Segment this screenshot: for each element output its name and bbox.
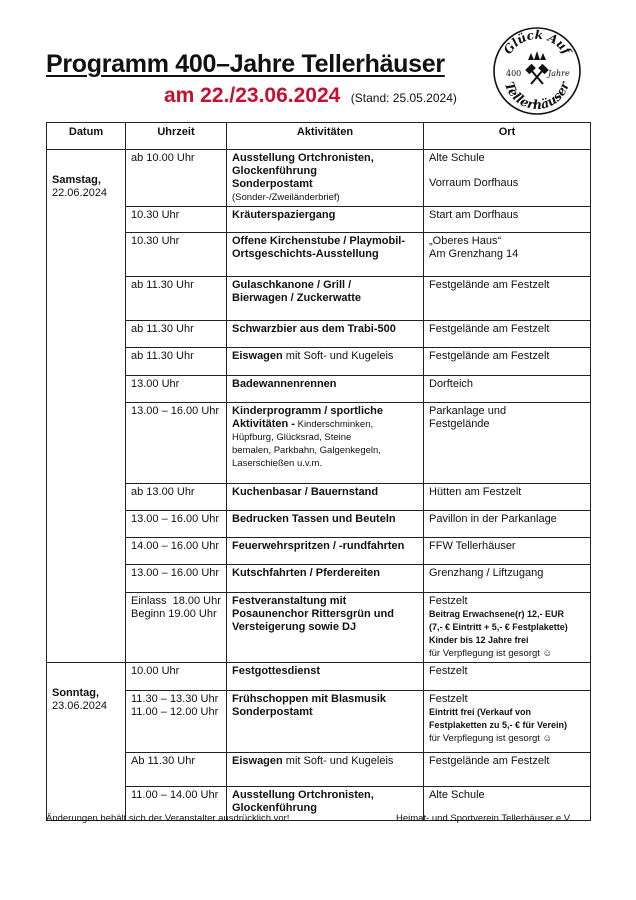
cell-line (232, 665, 418, 678)
place-text: Festzelt (429, 595, 468, 607)
activity-text: mit Soft- und Kugeleis (282, 350, 394, 362)
cell-line (232, 755, 418, 768)
place-text: Vorraum Dorfhaus (429, 177, 519, 189)
activity-text: Kräuterspaziergang (232, 209, 336, 221)
time-cell (126, 403, 227, 484)
cell-line (429, 732, 585, 745)
cell-line (232, 706, 418, 719)
day-label: Samstag, (52, 174, 101, 186)
place-cell (424, 277, 591, 321)
activity-cell (227, 538, 424, 565)
table-row (47, 511, 591, 538)
activity-text: Ausstellung Ortchronisten, (232, 789, 374, 801)
cell-line (429, 405, 585, 418)
cell-line (429, 513, 585, 526)
place-text: für Verpflegung ist gesorgt ☺ (429, 733, 553, 744)
cell-line (232, 350, 418, 363)
cell-line (232, 235, 418, 248)
time-text: ab 11.30 Uhr (131, 323, 194, 335)
cell-line (232, 378, 418, 391)
cell-line (429, 418, 585, 431)
place-text: Festgelände am Festzelt (429, 279, 550, 291)
place-cell (424, 207, 591, 233)
cell-line (232, 789, 418, 802)
cell-line (429, 177, 585, 190)
cell-line (429, 486, 585, 499)
cell-line (429, 209, 585, 222)
cell-line (429, 248, 585, 261)
place-text: (7,- € Eintritt + 5,- € Festplakette) (429, 622, 568, 632)
time-cell (126, 663, 227, 691)
cell-line (429, 152, 585, 165)
activity-text: Glockenführung (232, 802, 317, 814)
cell-line (232, 444, 418, 457)
cell-line (232, 279, 418, 292)
time-text: 10.30 Uhr (131, 209, 180, 221)
activity-text: Kutschfahrten / Pferdereiten (232, 567, 380, 579)
time-cell (126, 233, 227, 277)
place-text: Am Grenzhang 14 (429, 248, 519, 260)
day-label: Sonntag, (52, 687, 100, 699)
place-text: Festplaketten zu 5,- € für Verein) (429, 720, 568, 730)
day-date: 22.06.2024 (52, 187, 108, 199)
time-text: 13.00 – 16.00 Uhr (131, 405, 220, 417)
time-text: 13.00 – 16.00 Uhr (131, 513, 220, 525)
header-ort: Ort (424, 123, 591, 150)
cell-line (429, 647, 585, 660)
place-text: für Verpflegung ist gesorgt ☺ (429, 648, 553, 659)
activity-text: Aktivitäten - (232, 418, 295, 430)
cell-line (232, 431, 418, 444)
cell-line (429, 755, 585, 768)
place-cell (424, 565, 591, 593)
activity-cell (227, 511, 424, 538)
place-text: Dorfteich (429, 378, 474, 390)
cell-line (429, 719, 585, 732)
cell-line (429, 540, 585, 553)
cell-line (232, 152, 418, 165)
activity-text: bemalen, Parkbahn, Galgenkegeln, (232, 445, 381, 456)
cell-line (429, 378, 585, 391)
cell-line (232, 608, 418, 621)
table-row (47, 277, 591, 321)
place-text: Hütten am Festzelt (429, 486, 522, 498)
header-datum: Datum (47, 123, 126, 150)
activity-cell (227, 233, 424, 277)
cell-line (429, 279, 585, 292)
cell-line (232, 178, 418, 191)
time-cell (126, 753, 227, 787)
place-text: „Oberes Haus“ (429, 235, 502, 247)
activity-text: Badewannenrennen (232, 378, 337, 390)
activity-text: Kinderprogramm / sportliche (232, 405, 383, 417)
place-text: Festgelände am Festzelt (429, 755, 550, 767)
activity-text: Ortsgeschichts-Ausstellung (232, 248, 379, 260)
cell-line (232, 292, 418, 305)
activity-text: Bedrucken Tassen und Beuteln (232, 513, 396, 525)
time-text: ab 13.00 Uhr (131, 486, 195, 498)
activity-cell (227, 150, 424, 207)
cell-line (232, 418, 418, 431)
cell-line (429, 621, 585, 634)
place-text: Alte Schule (429, 152, 485, 164)
cell-line (429, 235, 585, 248)
place-cell (424, 233, 591, 277)
logo-bottom-text: Tellerhäuser (501, 79, 573, 113)
place-text: Start am Dorfhaus (429, 209, 519, 221)
place-cell (424, 663, 591, 691)
time-text: Ab 11.30 Uhr (131, 755, 196, 767)
place-cell (424, 403, 591, 484)
table-row (47, 691, 591, 753)
activity-text: Gulaschkanone / Grill / (232, 279, 352, 291)
time-text: 11.30 – 13.30 Uhr (131, 693, 219, 705)
table-row (47, 565, 591, 593)
place-text: Kinder bis 12 Jahre frei (429, 635, 529, 645)
activity-text: Eiswagen (232, 755, 283, 767)
table-row (47, 376, 591, 403)
time-cell (126, 565, 227, 593)
table-row (47, 403, 591, 484)
place-cell (424, 593, 591, 663)
activity-cell (227, 321, 424, 348)
time-cell (126, 511, 227, 538)
activity-text: Festveranstaltung mit (232, 595, 347, 607)
table-row (47, 348, 591, 376)
cell-line (232, 595, 418, 608)
activity-text: Feuerwehrspritzen / -rundfahrten (232, 540, 405, 552)
activity-text: Bierwagen / Zuckerwatte (232, 292, 361, 304)
place-cell (424, 538, 591, 565)
header-uhrzeit: Uhrzeit (126, 123, 227, 150)
program-table (46, 122, 591, 821)
place-text: Pavillon in der Parkanlage (429, 513, 557, 525)
place-text: Festgelände (429, 418, 490, 430)
place-text: Parkanlage und (429, 405, 507, 417)
table-row (47, 593, 591, 663)
cell-line (232, 209, 418, 222)
activity-text: (Sonder-/Zweiländerbrief) (232, 192, 340, 203)
time-cell (126, 593, 227, 663)
table-row (47, 321, 591, 348)
activity-cell (227, 348, 424, 376)
footer-disclaimer: Änderungen behält sich der Veranstalter ausdrücklich vor! (46, 813, 290, 824)
event-date-line (164, 84, 457, 108)
cell-line (232, 693, 418, 706)
day-cell (47, 150, 126, 663)
time-text: 11.00 – 12.00 Uhr (131, 706, 219, 718)
time-cell (126, 277, 227, 321)
place-cell (424, 150, 591, 207)
activity-text: Frühschoppen mit Blasmusik (232, 693, 387, 705)
cell-line (232, 513, 418, 526)
time-cell (126, 376, 227, 403)
activity-cell (227, 565, 424, 593)
activity-text: Sonderpostamt (232, 178, 313, 190)
day-cell (47, 663, 126, 821)
event-date: am 22./23.06.2024 (164, 84, 341, 107)
cell-line (232, 165, 418, 178)
page-title: Programm 400–Jahre Tellerhäuser (46, 50, 445, 78)
cell-line (232, 540, 418, 553)
place-cell (424, 321, 591, 348)
activity-cell (227, 593, 424, 663)
cell-line (232, 567, 418, 580)
activity-text: Glockenführung (232, 165, 317, 177)
club-logo (492, 26, 582, 116)
table-row (47, 484, 591, 511)
time-text: ab 11.30 Uhr (131, 350, 194, 362)
day-date: 23.06.2024 (52, 700, 108, 712)
activity-text: Kinderschminken, (294, 419, 374, 430)
place-text: Grenzhang / Liftzugang (429, 567, 544, 579)
cell-line (429, 165, 585, 177)
trees-icon (528, 51, 546, 60)
time-text: ab 11.30 Uhr (131, 279, 194, 291)
activity-cell (227, 663, 424, 691)
time-cell (126, 484, 227, 511)
time-cell (126, 538, 227, 565)
activity-text: Sonderpostamt (232, 706, 313, 718)
cell-line (429, 693, 585, 706)
cell-line (429, 608, 585, 621)
activity-cell (227, 691, 424, 753)
time-cell (126, 691, 227, 753)
activity-cell (227, 753, 424, 787)
place-text: FFW Tellerhäuser (429, 540, 516, 552)
time-text: Einlass 18.00 Uhr (131, 595, 221, 607)
activity-text: mit Soft- und Kugeleis (282, 755, 394, 767)
table-row (47, 753, 591, 787)
time-text: Beginn 19.00 Uhr (131, 608, 217, 620)
cell-line (232, 486, 418, 499)
cell-line (429, 350, 585, 363)
header-aktivitaeten: Aktivitäten (227, 123, 424, 150)
activity-cell (227, 376, 424, 403)
activity-cell (227, 484, 424, 511)
place-text: Festzelt (429, 693, 468, 705)
place-text: Festgelände am Festzelt (429, 323, 550, 335)
table-row (47, 233, 591, 277)
time-text: 13.00 – 16.00 Uhr (131, 567, 220, 579)
time-text: 10.00 Uhr (131, 665, 180, 677)
time-cell (126, 207, 227, 233)
cell-line (429, 323, 585, 336)
cell-line (232, 621, 418, 634)
cell-line (429, 665, 585, 678)
place-text: Festzelt (429, 665, 468, 677)
footer-organizer: Heimat- und Sportverein Tellerhäuser e.V. (396, 813, 572, 824)
place-cell (424, 348, 591, 376)
place-cell (424, 484, 591, 511)
table-header-row (47, 123, 591, 150)
cell-line (429, 634, 585, 647)
cell-line (232, 248, 418, 261)
table-row (47, 207, 591, 233)
activity-text: Eiswagen (232, 350, 283, 362)
place-text: Beitrag Erwachsene(r) 12,- EUR (429, 609, 565, 619)
crossed-hammers-icon (527, 65, 548, 84)
time-cell (126, 321, 227, 348)
activity-text: Ausstellung Ortchronisten, (232, 152, 374, 164)
cell-line (232, 191, 418, 204)
cell-line (232, 457, 418, 470)
logo-top-text: Glück Auf (500, 27, 574, 57)
program-table-wrapper (46, 122, 590, 821)
place-cell (424, 753, 591, 787)
activity-text: Laserschießen u.v.m. (232, 458, 323, 469)
cell-line (232, 323, 418, 336)
place-cell (424, 691, 591, 753)
cell-line (429, 706, 585, 719)
cell-line (429, 595, 585, 608)
activity-text: Kuchenbasar / Bauernstand (232, 486, 379, 498)
activity-text: Festgottesdienst (232, 665, 321, 677)
table-row (47, 663, 591, 691)
status-date: (Stand: 25.05.2024) (350, 91, 457, 105)
time-cell (126, 348, 227, 376)
place-cell (424, 376, 591, 403)
logo-left-text: 400 (506, 69, 522, 78)
activity-text: Hüpfburg, Glücksrad, Steine (232, 432, 352, 443)
time-cell (126, 150, 227, 207)
time-text: ab 10.00 Uhr (131, 152, 195, 164)
logo-right-text: Jahre (548, 69, 570, 78)
cell-line (429, 789, 585, 802)
activity-text: Versteigerung sowie DJ (232, 621, 357, 633)
place-text: Alte Schule (429, 789, 485, 801)
time-text: 10.30 Uhr (131, 235, 180, 247)
activity-text: Offene Kirchenstube / Playmobil- (232, 235, 405, 247)
time-text: 11.00 – 14.00 Uhr (131, 789, 219, 801)
cell-line (232, 405, 418, 418)
cell-line (429, 567, 585, 580)
table-row (47, 538, 591, 565)
activity-cell (227, 277, 424, 321)
place-text: Festgelände am Festzelt (429, 350, 550, 362)
activity-cell (227, 207, 424, 233)
place-cell (424, 511, 591, 538)
time-text: 14.00 – 16.00 Uhr (131, 540, 220, 552)
activity-text: Schwarzbier aus dem Trabi-500 (232, 323, 396, 335)
activity-cell (227, 403, 424, 484)
place-text: Eintritt frei (Verkauf von (429, 707, 532, 717)
table-row (47, 150, 591, 207)
activity-text: Posaunenchor Rittersgrün und (232, 608, 394, 620)
time-text: 13.00 Uhr (131, 378, 180, 390)
